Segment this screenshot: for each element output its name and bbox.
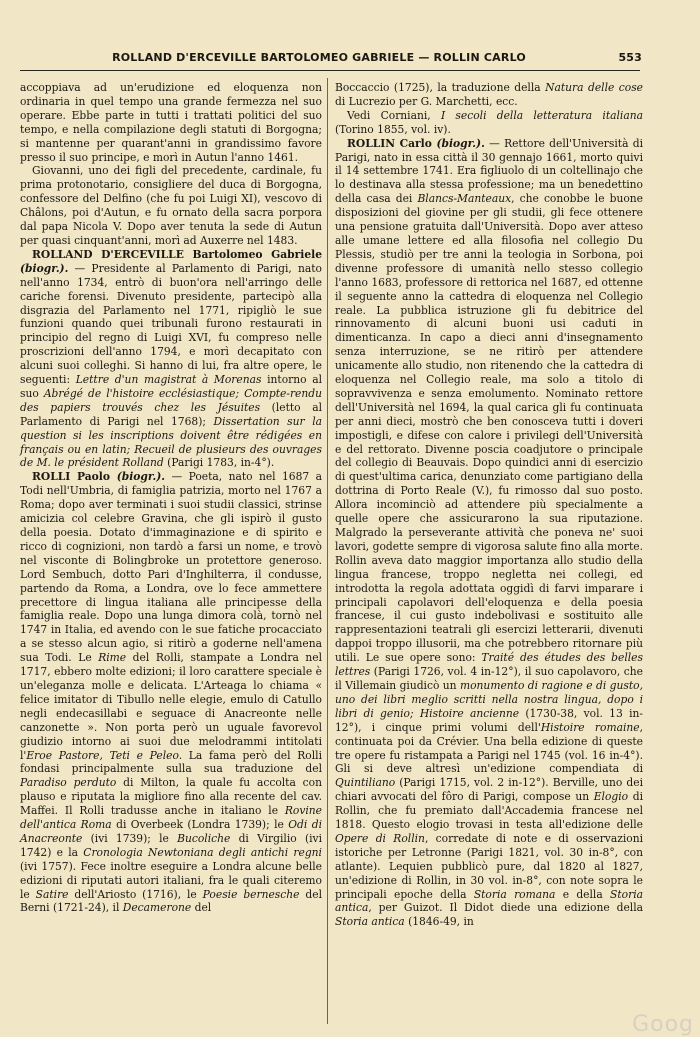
text-run: dell'Ariosto (1716), le [68,887,203,901]
entry-tag: (biogr.). [431,136,485,150]
text-run: di Virgilio (ivi 1742) e la [20,831,322,859]
italic-title: monumento di ragione e di gusto, uno dei libri meglio scritti nella nostra lingua, dopo i libri di genio; Histoire ancienne [335,678,643,720]
entry-headword: ROLLIN Carlo [347,136,432,150]
italic-title: Rime [98,651,127,665]
text-run: (ivi 1739); le [82,831,178,845]
italic-title: Elogio [593,790,629,804]
italic-title: Abrégé de l'histoire ecclésiastique; Compte-rendu des papiers trouvés chez les Jésuites [20,386,322,414]
text-run: di Overbeek (Londra 1739); le [111,818,289,832]
italic-title: Eroe Pastore, Teti e Peleo. [26,748,183,762]
text-run: La fama però del Rolli fondasi principalmente sulla sua traduzione del [20,748,322,776]
text-run: , che conobbe le buone disposizioni del giovine per gli studii, gli fece ottenere una pensione gratuita dall'Università. Dopo aver atteso alle umane lettere ed alla filosofia nel collegio Du Plessis, studiò per tre anni la teologia in Sorbona, poi divenne professore di umanità nello stesso collegio l'anno 1683, professore di rettorica nel 1687, ed ottenne il seguente anno la cattedra di eloquenza nel Collegio reale. La pubblica istruzione gli fu debitrice del rinnovamento di alcuni buoni usi caduti in dimenticanza. In capo a dieci anni d'insegnamento senza interruzione, se ne ritirò per attendere unicamente allo studio, non ritenendo che la cattedra di eloquenza nel Collegio reale, ma solo a titolo di sopravvivenza e senza emolumento. Nominato rettore dell'Università nel 1694, la qual carica gli fu continuata per anni dieci, mostrò che ben conosceva tutti i doveri impostigli, e difese con calore i privilegi dell'Università e del rettorato. Divenne poscia coadjutore o principale del collegio di Beauvais. Dopo quindici anni di esercizio di quest'ultima carica, denunziato come partigiano della dottrina di Porto Reale (V.), fu rimosso dal suo posto. Allora incominciò ad attendere più specialmente a quelle opere che assicurarono la sua riputazione. Malgrado la perseverante attività che poneva ne' suoi lavori, godette sempre di vigorosa salute fino alla morte. Rollin aveva dato maggior importanza allo studio della lingua francese, troppo negletta nei collegi, ed introdotta la regola adottata oggidì di farvi imparare i principali capolavori dell'eloquenza e della poesia francese, il cui gusto indebolivasi e sostituito alle rappresentazioni teatrali gli esercizi letterarii, divenuti dappoi troppo illusorii, ma che potrebbero ritornare più utili. Le sue opere sono: [335,192,643,665]
text-run: (Parigi 1715, vol. 2 in-12°). Berville, uno dei chiari avvocati del fôro di Parigi, compose un [335,776,643,804]
header-rule [20,70,640,71]
paragraph-text: Giovanni, uno dei figli del precedente, cardinale, fu prima protonotario, consigliere del duca di Borgogna, confessore del Delfino (che fu poi Luigi XI), vescovo di Châlons, poi d'Autun, e fu ornato della sacra porpora dal papa Nicola V. Dopo aver tenuta la sede di Autun per quasi cinquant'anni, morì ad Auxerre nel 1483. [20,164,322,247]
text-run: e della [555,887,611,901]
italic-title: Storia antica [335,887,643,915]
continued-paragraph [20,81,322,164]
text-run: (Parigi 1726, vol. 4 in-12°), il suo capolavoro, che il Villemain giudicò un [335,665,643,692]
italic-title: Poesie bernesche [202,887,300,901]
dictionary-entry [20,470,322,915]
book-page [20,0,644,1031]
entry-tag: (biogr.). [109,470,166,484]
text-run: (1846-49, in [404,915,474,929]
italic-title: Quintiliano [335,776,396,790]
running-head: ROLLAND D'ERCEVILLE BARTOLOMEO GABRIELE — ROLLIN CARLO [112,51,526,64]
entry-headword: ROLLAND D'ERCEVILLE Bartolomeo Gabriele [32,247,322,261]
entry-headword: ROLLI Paolo [32,470,110,484]
text-run: , corredate di note e di osservazioni istoriche per Letronne (Parigi 1821, vol. 30 in-8°, con atlante). Lequien pubblicò pure, dal 1820 al 1827, un'edizione di Rollin, in 30 vol. in-8°, con note sopra le principali epoche della [335,831,643,901]
italic-title: Rovine dell'antica Roma [20,804,322,832]
entry-tag: (biogr.). [20,261,69,275]
italic-title: Satire [35,887,69,901]
text-run: intorno al suo [20,373,322,400]
text-run: — Poeta, nato nel 1687 a Todi nell'Umbria, di famiglia patrizia, morto nel 1767 a Roma; dopo aver terminati i suoi studii classici, strinse amicizia col celebre Gravina, che gli ispirò il gusto della poesia. Dotato d'immaginazione e di spirito e ricco di cognizioni, non tardò a farsi un nome, e trovò nel visconte di Bolingbroke un protettore generoso. Lord Sembuch, dotto Pari d'Inghilterra, il condusse, partendo da Roma, a Londra, ove lo fece ammettere precettore di lingua italiana alle principesse della famiglia reale. Dopo una lunga dimora colà, tornò nel 1747 in Italia, ed avendo con le sue fatiche procacciato a se stesso alcun agio, si ritirò a goderne nell'amena sua Todi. Le [20,470,322,665]
italic-title: Natura delle cose [545,81,644,94]
text-run: , continuata poi da Crévier. Una bella edizione di queste tre opere fu ristampata a Parigi nel 1745 (vol. 16 in-4°). Gli si deve altresì un'edizione compendiata di [335,720,643,776]
text-run: di Rollin, che fu premiato dall'Accademia francese nel 1818. Questo elogio trovasi in testa all'edizione delle [335,790,643,832]
text-run: di Milton, la quale fu accolta con plauso e riputata la migliore fino alla recente del cav. Maffei. Il Rolli tradusse anche in italiano le [20,776,322,818]
italic-title: Paradiso perduto [20,776,117,790]
italic-title: Cronologia Newtoniana degli antichi regni [83,845,322,859]
italic-title: Histoire romaine [540,720,640,734]
text-run: — Presidente al Parlamento di Parigi, nato nell'anno 1734, entrò di buon'ora nell'arringo delle cariche forensi. Divenuto presidente, partecipò alla disgrazia del Parlamento nel 1771, ripigliò le sue funzioni quando quei tribunali furono restaurati in principio del regno di Luigi XVI, fu compreso nelle proscrizioni dell'anno 1794, e morì decapitato con alcuni suoi colleghi. Si hanno di lui, fra altre opere, le seguenti: [20,261,322,387]
italic-title: I secoli della letteratura italiana [440,108,643,122]
column-divider [327,78,328,1024]
italic-title: Bucoliche [177,831,231,845]
italic-title: Blancs-Manteaux [417,192,512,206]
page-number: 553 [618,51,642,64]
text-run: del Berni (1721-24), il [20,887,322,915]
text-run: (ivi 1757). Fece inoltre eseguire a Londra alcune belle edizioni di riputati autori italiani, fra le quali citeremo le [20,859,322,901]
dictionary-entry [335,137,643,930]
text-run: (Torino 1855, vol. iv). [335,122,451,136]
text-run: Vedi Corniani, [347,108,441,122]
paragraph [20,164,322,247]
italic-title: Storia romana [473,887,556,901]
text-run: (1730-38, vol. 13 in-12°), i cinque primi volumi dell' [335,706,643,734]
italic-title: Odi di Anacreonte [20,818,322,845]
italic-title: Opere di Rollin [335,831,425,845]
italic-title: Decamerone [122,901,192,915]
italic-title: Lettre d'un magistrat à Morenas [75,373,262,387]
text-run: del Rolli, stampate a Londra nel 1717, ebbero molte edizioni; il loro carattere speciale è un'eleganza molle e delicata. L'Arteaga lo chiama « felice imitator di Tibullo nelle elegie, emulo di Catullo negli endecasillabi e seguace di Anacreonte nelle canzonette ». Non porta però un uguale favorevol giudizio intorno ai suoi due melodrammi intitolati l' [20,651,322,762]
italic-title: Storia antica [335,915,405,929]
paragraph [335,109,643,137]
right-column [335,81,643,929]
text-run: Boccaccio (1725), la traduzione della [335,81,546,94]
paragraph-text: accoppiava ad un'erudizione ed eloquenza non ordinaria in quel tempo una grande fermezza nel suo operare. Ebbe parte in tutti i trattati politici del suo tempo, e nella compilazione degli statuti di Borgogna; si mantenne per quarant'anni in grandissimo favore presso il suo principe, e morì in Autun l'anno 1461. [20,81,322,164]
italic-title: Traité des études des belles lettres [335,651,643,679]
text-run: (letto al Parlamento di Parigi nel 1768); [20,400,322,428]
text-run: di Lucrezio per G. Marchetti, ecc. [335,94,518,108]
text-run: — Rettore dell'Università di Parigi, nato in essa città il 30 gennajo 1661, morto quivi il 14 settembre 1741. Era figliuolo di un coltellinajo che lo destinava alla stessa professione; ma un benedettino della casa dei [335,136,644,206]
watermark: Goog [632,1012,694,1037]
text-run: del [191,901,212,915]
continued-paragraph [335,81,643,109]
dictionary-entry [20,248,322,471]
left-column [20,81,322,915]
italic-title: Dissertation sur la question si les inscriptions doivent être rédigées en français ou en latin; Recueil de plusieurs des ouvrages de M. le président Rolland [20,414,323,470]
text-run: (Parigi 1783, in-4°). [163,456,275,470]
text-run: , per Guizot. Il Didot diede una edizione della [368,901,643,915]
